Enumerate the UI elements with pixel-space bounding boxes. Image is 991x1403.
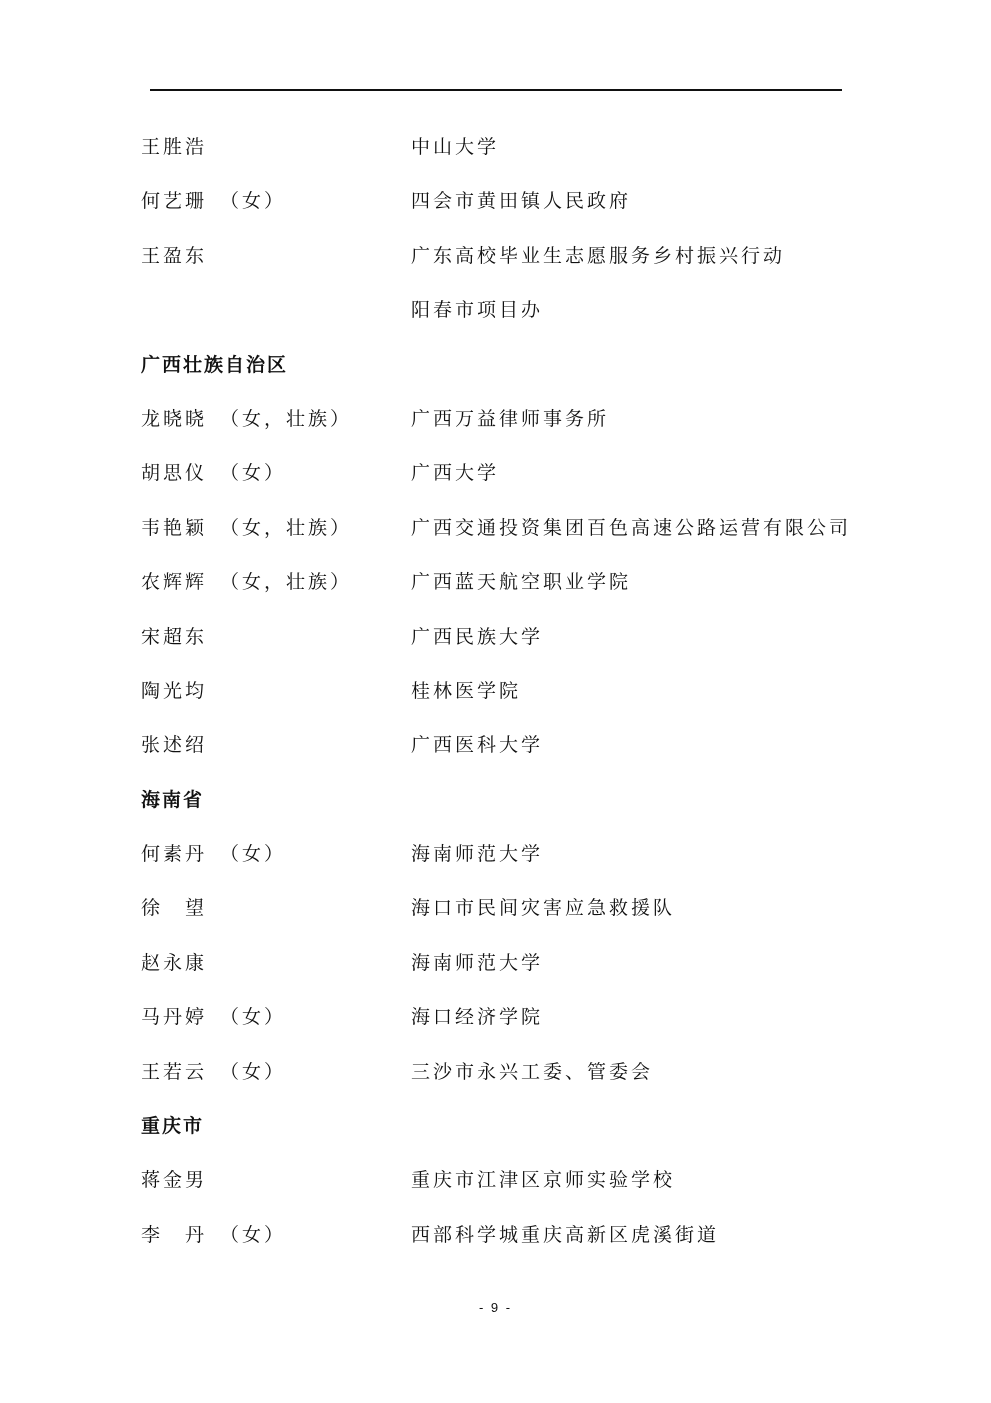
region-heading: 广西壮族自治区 bbox=[141, 353, 289, 376]
list-row bbox=[141, 1153, 841, 1207]
list-row bbox=[141, 718, 841, 772]
person-name: 何素丹 bbox=[141, 843, 208, 866]
organization: 三沙市永兴工委、管委会 bbox=[411, 1060, 654, 1083]
person-name: 胡思仪 bbox=[141, 462, 208, 485]
list-row bbox=[141, 501, 852, 555]
person-note: （女，壮族） bbox=[220, 407, 353, 430]
list-row bbox=[141, 446, 841, 500]
person-note: （女） bbox=[220, 190, 287, 213]
person-note: （女） bbox=[220, 462, 287, 485]
organization: 广西万益律师事务所 bbox=[411, 407, 610, 430]
person-name: 何艺珊 bbox=[141, 190, 208, 213]
page-number: - 9 - bbox=[478, 1300, 513, 1315]
organization: 海南师范大学 bbox=[411, 951, 544, 974]
region-heading: 海南省 bbox=[141, 788, 205, 811]
list-row bbox=[141, 1045, 841, 1099]
person-name: 赵永康 bbox=[141, 951, 208, 974]
list-row bbox=[141, 664, 841, 718]
organization: 海口市民间灾害应急救援队 bbox=[411, 897, 676, 920]
list-row bbox=[141, 555, 841, 609]
person-name: 宋超东 bbox=[141, 625, 208, 648]
honoree-list bbox=[141, 120, 852, 1262]
list-row bbox=[141, 881, 841, 935]
person-note: （女） bbox=[220, 843, 287, 866]
person-note: （女） bbox=[220, 1006, 287, 1029]
person-name: 马丹婷 bbox=[141, 1006, 208, 1029]
person-name: 蒋金男 bbox=[141, 1169, 208, 1192]
person-name: 张述绍 bbox=[141, 734, 208, 757]
list-row bbox=[141, 174, 841, 228]
person-note: （女，壮族） bbox=[220, 516, 353, 539]
person-note: （女） bbox=[220, 1223, 287, 1246]
person-note: （女） bbox=[220, 1060, 287, 1083]
person-name: 陶光均 bbox=[141, 679, 208, 702]
list-row bbox=[141, 283, 841, 337]
organization: 广西大学 bbox=[411, 462, 500, 485]
organization: 四会市黄田镇人民政府 bbox=[411, 190, 632, 213]
person-name: 龙晓晓 bbox=[141, 407, 208, 430]
list-row bbox=[141, 1208, 841, 1262]
organization: 海南师范大学 bbox=[411, 843, 544, 866]
region-heading-row bbox=[141, 773, 841, 827]
list-row bbox=[141, 392, 841, 446]
list-row bbox=[141, 936, 841, 990]
organization: 广西交通投资集团百色高速公路运营有限公司 bbox=[411, 516, 852, 539]
list-row bbox=[141, 610, 841, 664]
person-name: 李 丹 bbox=[141, 1223, 208, 1246]
organization: 阳春市项目办 bbox=[411, 299, 544, 322]
organization: 重庆市江津区京师实验学校 bbox=[411, 1169, 676, 1192]
person-name: 王胜浩 bbox=[141, 136, 208, 158]
organization: 广西蓝天航空职业学院 bbox=[411, 571, 632, 594]
organization: 广西民族大学 bbox=[411, 625, 544, 648]
person-name: 韦艳颖 bbox=[141, 516, 208, 539]
organization: 广西医科大学 bbox=[411, 734, 544, 757]
person-name: 王盈东 bbox=[141, 244, 208, 267]
region-heading: 重庆市 bbox=[141, 1115, 205, 1138]
header-rule bbox=[150, 89, 842, 91]
list-row bbox=[141, 990, 841, 1044]
organization: 广东高校毕业生志愿服务乡村振兴行动 bbox=[411, 244, 786, 267]
person-name: 王若云 bbox=[141, 1060, 208, 1083]
region-heading-row bbox=[141, 1099, 841, 1153]
region-heading-row bbox=[141, 338, 841, 392]
list-row bbox=[141, 229, 841, 283]
organization: 海口经济学院 bbox=[411, 1006, 544, 1029]
organization: 桂林医学院 bbox=[411, 679, 522, 702]
person-name: 农辉辉 bbox=[141, 571, 208, 594]
person-note: （女，壮族） bbox=[220, 571, 353, 594]
organization: 西部科学城重庆高新区虎溪街道 bbox=[411, 1223, 720, 1246]
person-name: 徐 望 bbox=[141, 897, 208, 920]
list-row bbox=[141, 120, 841, 174]
list-row bbox=[141, 827, 841, 881]
organization: 中山大学 bbox=[411, 136, 500, 158]
